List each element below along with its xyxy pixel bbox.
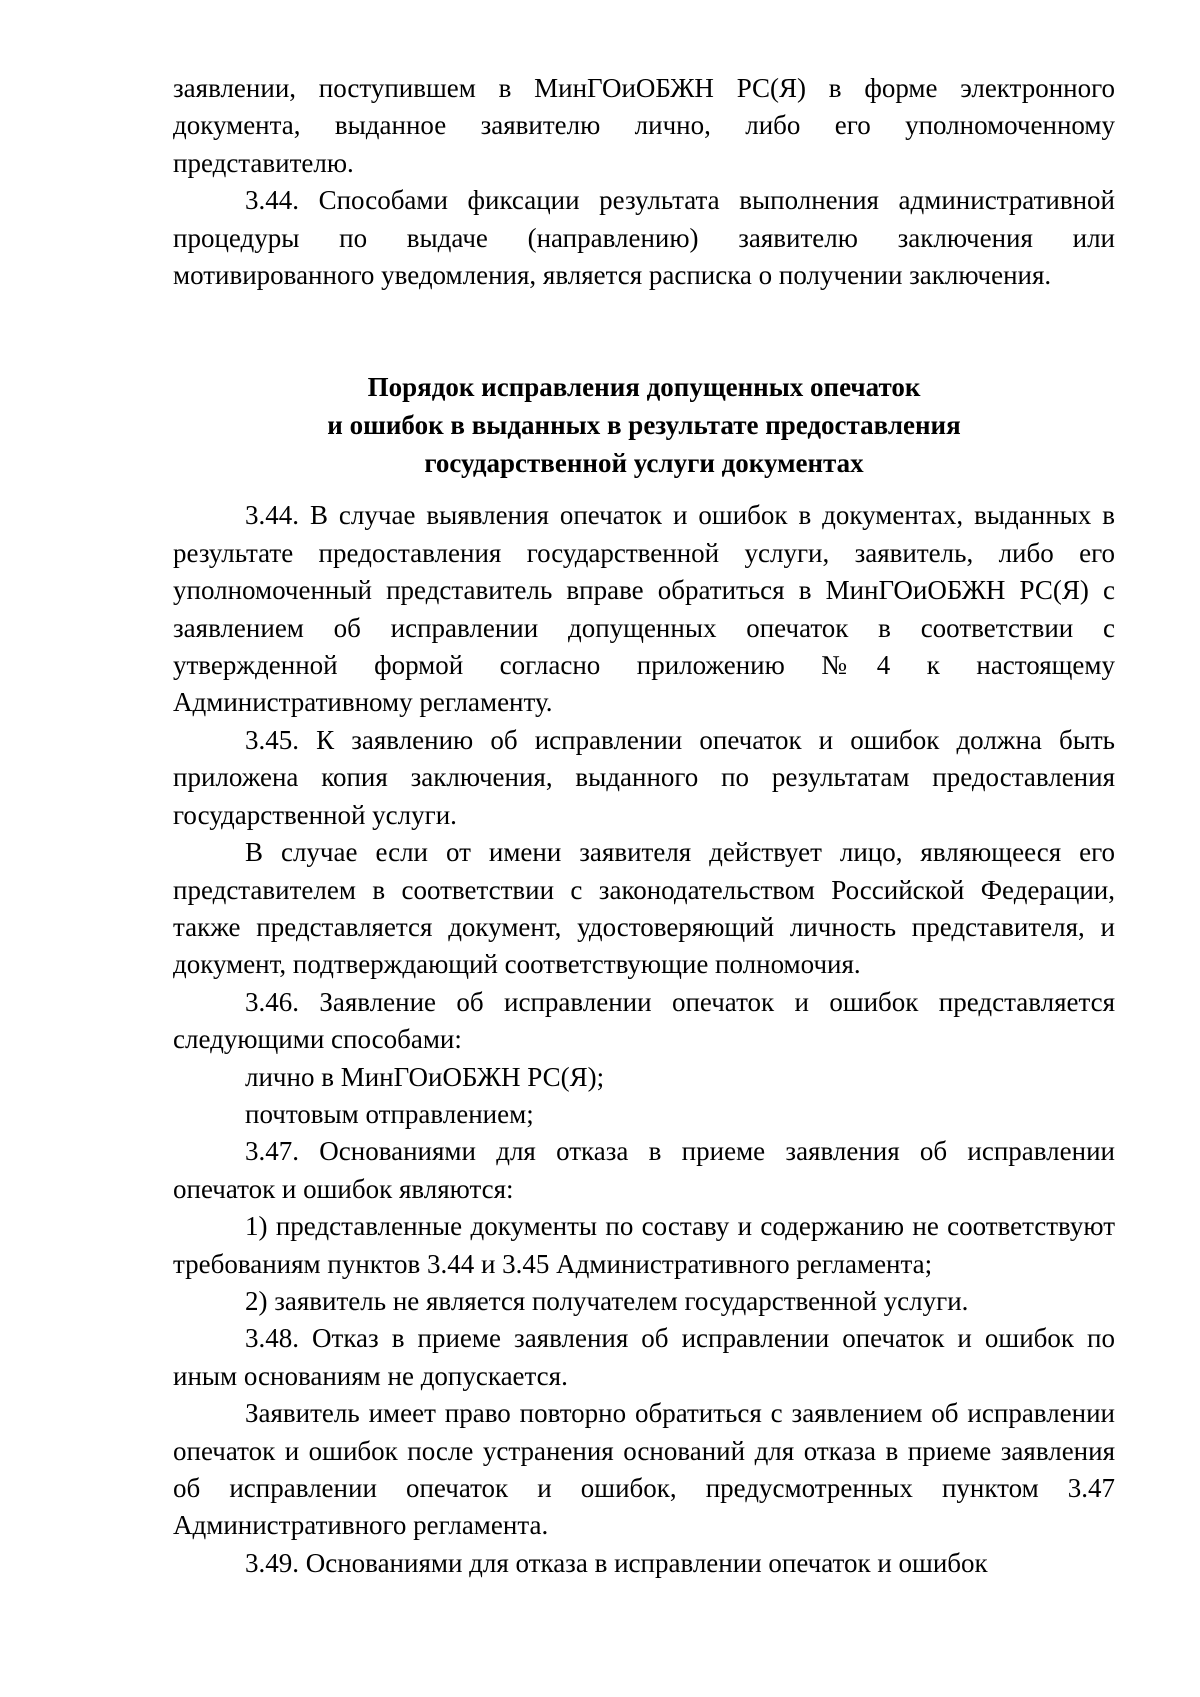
- paragraph-3-44-fixation: 3.44. Способами фиксации результата выполнения административной процедуры по выдаче (направлению) заявителю заключения или мотивированного уведомления, является расписка о получении заключения.: [173, 185, 1115, 291]
- paragraph-3-46: 3.46. Заявление об исправлении опечаток и ошибок представляется следующими способами:: [173, 986, 1115, 1055]
- list-item-postal: почтовым отправлением;: [245, 1098, 534, 1129]
- paragraph-3-45: 3.45. К заявлению об исправлении опечаток и ошибок должна быть приложена копия заключения, выданного по результатам предоставления государственной услуги.: [173, 724, 1115, 830]
- section-heading-line-1: Порядок исправления допущенных опечаток: [367, 372, 921, 403]
- paragraph-continuation: заявлении, поступившем в МинГОиОБЖН РС(Я) в форме электронного документа, выданное заявителю лично, либо его уполномоченному представителю.: [173, 73, 1115, 178]
- section-heading-line-3: государственной услуги документах: [424, 448, 864, 479]
- list-item-2: 2) заявитель не является получателем государственной услуги.: [245, 1285, 969, 1316]
- section-heading: [173, 368, 1115, 482]
- paragraph-representative: В случае если от имени заявителя действует лицо, являющееся его представителем в соответствии с законодательством Российской Федерации, также представляется документ, удостоверяющий личность представителя, и документ, подтверждающий соответствующие полномочия.: [173, 837, 1115, 980]
- list-item-1: 1) представленные документы по составу и содержанию не соответствуют требованиям пунктов 3.44 и 3.45 Административного регламента;: [173, 1211, 1115, 1279]
- document-text-block: [173, 70, 1115, 1582]
- section-heading-line-2: и ошибок в выданных в результате предоставления: [327, 410, 961, 441]
- list-item-in-person: лично в МинГОиОБЖН РС(Я);: [245, 1061, 605, 1092]
- paragraph-3-47: 3.47. Основаниями для отказа в приеме заявления об исправлении опечаток и ошибок являются:: [173, 1136, 1115, 1204]
- paragraph-reapply: Заявитель имеет право повторно обратиться с заявлением об исправлении опечаток и ошибок после устранения оснований для отказа в приеме заявления об исправлении опечаток и ошибок, предусмотренных пунктом 3.47 Административного регламента.: [173, 1398, 1115, 1541]
- paragraph-3-48: 3.48. Отказ в приеме заявления об исправлении опечаток и ошибок по иным основаниям не допускается.: [173, 1323, 1115, 1391]
- paragraph-3-44-errors: 3.44. В случае выявления опечаток и ошибок в документах, выданных в результате предоставления государственной услуги, заявитель, либо его уполномоченный представитель вправе обратиться в МинГОиОБЖН РС(Я) с заявлением об исправлении допущенных опечаток в соответствии с утвержденной формой согласно приложению №4 к настоящему Административному регламенту.: [173, 500, 1115, 718]
- paragraph-3-49: 3.49. Основаниями для отказа в исправлении опечаток и ошибок: [245, 1547, 988, 1578]
